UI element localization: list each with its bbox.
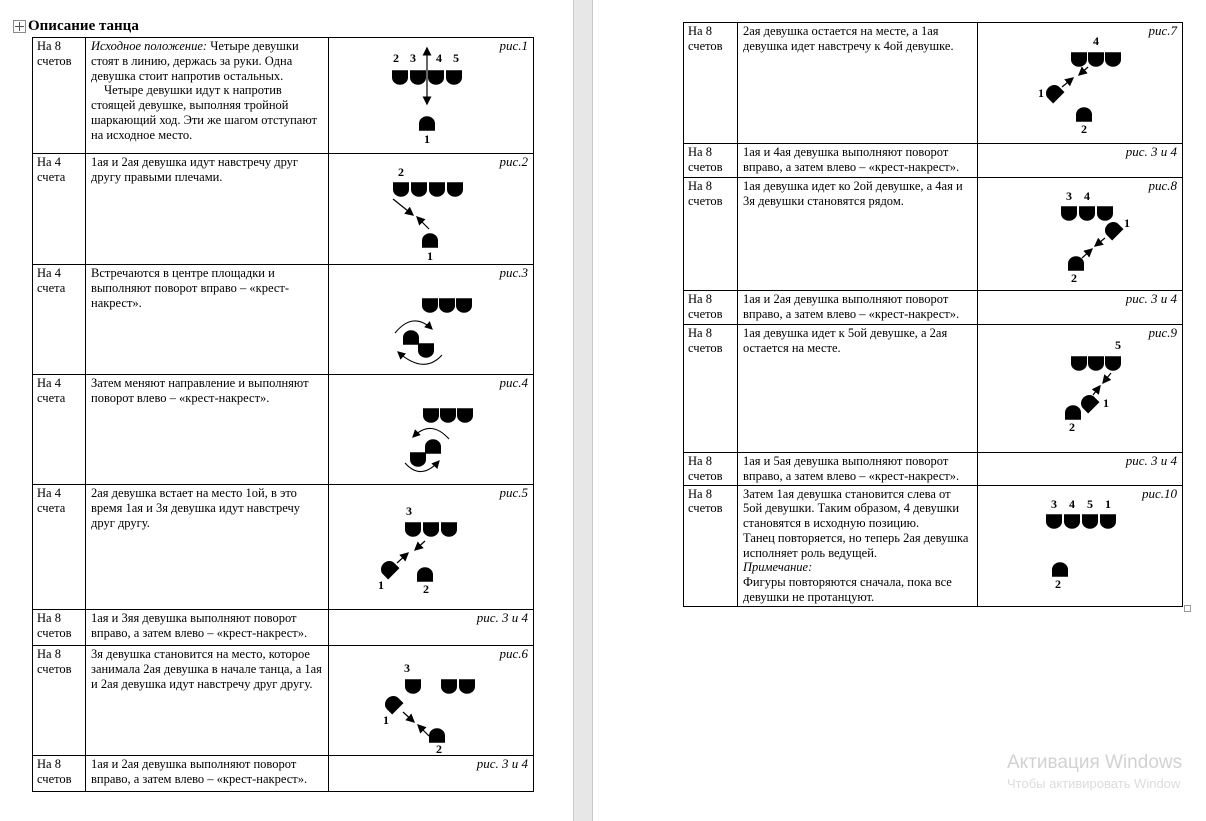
- figure-reference-label: рис.4: [499, 375, 528, 390]
- description-paragraph: [743, 179, 971, 209]
- dancer-icon: [1102, 219, 1124, 241]
- movement-arrow: [415, 541, 425, 550]
- dancer-icon: [417, 567, 433, 582]
- description-cell[interactable]: [738, 291, 978, 325]
- body-text: Четыре девушки стоят в линию, держась за руки. Одна девушка стоит напротив остальных.: [91, 39, 299, 83]
- movement-arrow: [1079, 67, 1088, 75]
- watermark-line1: Активация Windows: [1007, 752, 1183, 773]
- dancer-number-label: 3: [1066, 189, 1072, 203]
- dancer-icon: [1071, 52, 1087, 67]
- dancer-icon: [422, 233, 438, 248]
- description-cell[interactable]: [86, 375, 329, 485]
- description-paragraph: [91, 83, 322, 142]
- count-cell[interactable]: На 8 счетов: [684, 178, 738, 291]
- movement-arrow: [417, 217, 429, 229]
- dancer-number-label: 3: [1051, 496, 1057, 511]
- dancer-number-label: 5: [453, 51, 459, 65]
- dancer-number-label: 1: [383, 713, 389, 727]
- dancer-icon: [439, 298, 455, 313]
- description-paragraph: [743, 24, 971, 54]
- body-text: 1ая девушка идет к 5ой девушке, а 2ая остается на месте.: [743, 326, 948, 355]
- dancer-number-label: 3: [410, 51, 416, 65]
- description-paragraph: [91, 486, 322, 530]
- dancer-icon: [405, 679, 421, 694]
- figure-cell[interactable]: [978, 325, 1183, 453]
- count-cell[interactable]: На 8 счетов: [684, 325, 738, 453]
- description-paragraph: [91, 376, 322, 406]
- dancer-icon: [423, 408, 439, 423]
- description-paragraph: [91, 757, 322, 787]
- dance-figure: [978, 23, 1183, 144]
- dancer-icon: [1068, 256, 1084, 271]
- dancer-icon: [441, 522, 457, 537]
- page-gap: [573, 0, 593, 821]
- body-text: Танец повторяется, но теперь 2ая девушка исполняет роль ведущей.: [743, 530, 969, 560]
- description-paragraph: [91, 266, 322, 310]
- dancer-number-label: 2: [398, 165, 404, 179]
- table-row: [684, 485, 1183, 606]
- movement-arrow: [1095, 238, 1105, 246]
- description-paragraph: [91, 611, 322, 641]
- figure-reference-label: рис.7: [1148, 23, 1177, 38]
- dancer-number-label: 2: [393, 51, 399, 65]
- dancer-icon: [422, 298, 438, 313]
- body-text: Затем 1ая девушка становится слева от 5ой девушки. Таким образом, 4 девушки становятся в исходную позицию.: [743, 486, 960, 530]
- dancer-number-label: 4: [1069, 496, 1075, 511]
- table-row: [684, 291, 1183, 325]
- table-resize-handle[interactable]: [1184, 605, 1191, 612]
- figure-cell[interactable]: [978, 144, 1183, 178]
- figure-reference-label: рис.9: [1148, 325, 1177, 340]
- dancer-icon: [1043, 82, 1065, 104]
- dancer-icon: [446, 70, 462, 85]
- dancer-icon: [410, 452, 426, 467]
- figure-cell[interactable]: [329, 610, 534, 646]
- description-cell[interactable]: [86, 154, 329, 265]
- dancer-icon: [457, 408, 473, 423]
- dancer-icon: [1071, 356, 1087, 371]
- dancer-icon: [1100, 514, 1116, 529]
- description-cell[interactable]: [86, 485, 329, 610]
- figure-cell[interactable]: [329, 646, 534, 756]
- dancer-number-label: 2: [1069, 420, 1075, 434]
- dancer-icon: [1078, 392, 1100, 414]
- table-row: [33, 375, 534, 485]
- dancer-icon: [440, 408, 456, 423]
- dancer-icon: [1065, 405, 1081, 420]
- description-cell[interactable]: [86, 265, 329, 375]
- figure-reference-label: рис.3: [499, 265, 528, 280]
- dancer-number-label: 2: [1055, 576, 1061, 591]
- dancer-icon: [1064, 514, 1080, 529]
- dancer-icon: [1052, 562, 1068, 577]
- description-paragraph: [743, 292, 971, 322]
- dancer-icon: [428, 70, 444, 85]
- count-cell[interactable]: На 8 счетов: [33, 646, 86, 756]
- dancer-icon: [441, 679, 457, 694]
- count-cell[interactable]: На 4 счета: [33, 154, 86, 265]
- dance-figure: [978, 325, 1183, 453]
- count-cell[interactable]: На 8 счетов: [33, 756, 86, 792]
- table-row: [33, 265, 534, 375]
- description-paragraph: [91, 155, 322, 185]
- figure-reference-label: рис.2: [499, 154, 528, 169]
- figure-cell[interactable]: [978, 178, 1183, 291]
- body-text: Встречаются в центре площадки и выполняют поворот вправо – «крест-накрест».: [91, 266, 290, 310]
- figure-cell[interactable]: [978, 453, 1183, 486]
- dancer-icon: [429, 182, 445, 197]
- body-text: 3я девушка становится на место, которое занимала 2ая девушка в начале танца, а 1ая и 2ая девушка идут навстречу друг другу.: [91, 647, 322, 691]
- dance-figure: [978, 178, 1183, 291]
- body-text: 2ая девушка встает на место 1ой, в это время 1ая и 3я девушка идут навстречу друг другу.: [91, 486, 301, 530]
- dancer-number-label: 1: [1105, 496, 1111, 511]
- dancer-icon: [1105, 356, 1121, 371]
- figure-cell[interactable]: [329, 154, 534, 265]
- table-row: [33, 756, 534, 792]
- description-cell[interactable]: [86, 646, 329, 756]
- dancer-number-label: 4: [1093, 34, 1099, 48]
- dance-table-left: [32, 37, 534, 792]
- movement-arrow: [1082, 249, 1092, 258]
- italic-text: Исходное положение:: [91, 39, 208, 53]
- dancer-icon: [378, 558, 400, 580]
- dancer-icon: [425, 439, 441, 454]
- figure-cell[interactable]: [329, 756, 534, 792]
- activation-watermark: [1007, 752, 1182, 791]
- body-text: 1ая и 2ая девушка идут навстречу друг другу правыми плечами.: [91, 155, 299, 184]
- figure-cell[interactable]: [978, 485, 1183, 606]
- count-cell[interactable]: На 8 счетов: [684, 291, 738, 325]
- figure-cell[interactable]: [329, 485, 534, 610]
- dancer-number-label: 3: [404, 661, 410, 675]
- table-row: [684, 325, 1183, 453]
- movement-arrow: [403, 712, 414, 722]
- table-row: [684, 144, 1183, 178]
- count-cell[interactable]: На 4 счета: [33, 265, 86, 375]
- table-row: [33, 154, 534, 265]
- count-cell[interactable]: На 8 счетов: [684, 23, 738, 144]
- dancer-icon: [1079, 206, 1095, 221]
- body-text: 1ая девушка идет ко 2ой девушке, а 4ая и 3я девушки становятся рядом.: [743, 179, 963, 208]
- italic-text: Примечание:: [743, 560, 813, 575]
- description-paragraph: [743, 560, 971, 575]
- table-row: [33, 646, 534, 756]
- figure-reference-label: рис. 3 и 4: [1125, 291, 1177, 306]
- dancer-icon: [1046, 514, 1062, 529]
- figure-reference-label: рис. 3 и 4: [1125, 144, 1177, 159]
- figure-cell[interactable]: [978, 291, 1183, 325]
- movement-arrow: [1062, 78, 1073, 87]
- dance-table-right-body: [684, 23, 1183, 607]
- count-cell[interactable]: На 8 счетов: [33, 38, 86, 154]
- dancer-number-label: 4: [436, 51, 442, 65]
- description-paragraph: [743, 326, 971, 356]
- dancer-icon: [411, 182, 427, 197]
- movement-arrow: [397, 553, 408, 563]
- description-cell[interactable]: [86, 610, 329, 646]
- dancer-icon: [392, 70, 408, 85]
- description-paragraph: [91, 39, 322, 83]
- dancer-number-label: 2: [1071, 271, 1077, 285]
- movement-arrow: [418, 725, 429, 736]
- watermark-line2: Чтобы активировать Window: [1007, 776, 1181, 791]
- count-cell[interactable]: На 8 счетов: [684, 144, 738, 178]
- body-text: Фигуры повторяются сначала, пока все девушки не протанцуют.: [743, 575, 952, 604]
- description-paragraph: [743, 454, 971, 484]
- count-cell[interactable]: На 8 счетов: [33, 610, 86, 646]
- description-cell[interactable]: [738, 23, 978, 144]
- dancer-icon: [405, 522, 421, 537]
- page-title[interactable]: Описание танца: [28, 18, 139, 34]
- body-text: Четыре девушки идут к напротив стоящей девушке, выполняя тройной шаркающий ход. Эти же шагом отступают на исходное место.: [91, 83, 317, 142]
- dance-figure: [978, 486, 1183, 602]
- description-paragraph: [743, 575, 971, 605]
- dancer-icon: [418, 343, 434, 358]
- dancer-icon: [403, 330, 419, 345]
- description-paragraph: [743, 487, 971, 531]
- dancer-number-label: 1: [424, 132, 430, 146]
- figure-cell[interactable]: [329, 265, 534, 375]
- count-cell[interactable]: На 4 счета: [33, 375, 86, 485]
- dance-figure: [329, 375, 534, 485]
- figure-reference-label: рис.10: [1141, 485, 1177, 501]
- table-row: [33, 38, 534, 154]
- dancer-number-label: 1: [427, 249, 433, 263]
- dancer-icon: [382, 693, 404, 715]
- body-text: 1ая и 2ая девушка выполняют поворот вправо, а затем влево – «крест-накрест».: [743, 292, 960, 321]
- dancer-number-label: 5: [1115, 338, 1121, 352]
- table-move-handle-icon[interactable]: [13, 20, 26, 33]
- dancer-number-label: 2: [436, 742, 442, 756]
- body-text: 2ая девушка остается на месте, а 1ая девушка идет навстречу к 4ой девушке.: [743, 24, 954, 53]
- dance-figure: [329, 265, 534, 375]
- figure-reference-label: рис.1: [499, 38, 528, 53]
- figure-reference-label: рис.8: [1148, 178, 1177, 193]
- figure-cell[interactable]: [329, 375, 534, 485]
- dancer-number-label: 1: [1124, 216, 1130, 230]
- dancer-icon: [1061, 206, 1077, 221]
- description-cell[interactable]: [86, 38, 329, 154]
- dancer-icon: [410, 70, 426, 85]
- table-row: [684, 453, 1183, 486]
- dancer-number-label: 4: [1084, 189, 1090, 203]
- figure-reference-label: рис.5: [499, 485, 528, 500]
- description-cell[interactable]: [738, 144, 978, 178]
- dancer-icon: [456, 298, 472, 313]
- dancer-number-label: 1: [1038, 86, 1044, 100]
- body-text: 1ая и 4ая девушка выполняют поворот вправо, а затем влево – «крест-накрест».: [743, 145, 960, 174]
- dancer-icon: [1076, 107, 1092, 122]
- dancer-icon: [459, 679, 475, 694]
- dance-table-right: [683, 22, 1183, 607]
- figure-reference-label: рис.6: [499, 646, 528, 661]
- dancer-number-label: 2: [1081, 122, 1087, 136]
- description-cell[interactable]: [738, 178, 978, 291]
- count-cell[interactable]: На 8 счетов: [684, 485, 738, 606]
- count-cell[interactable]: На 4 счета: [33, 485, 86, 610]
- figure-reference-label: рис. 3 и 4: [476, 756, 528, 771]
- dancer-number-label: 2: [423, 582, 429, 596]
- table-row: [684, 178, 1183, 291]
- figure-cell[interactable]: [329, 38, 534, 154]
- dancer-icon: [1088, 356, 1104, 371]
- dancer-number-label: 1: [1103, 396, 1109, 410]
- dancer-icon: [447, 182, 463, 197]
- dance-figure: [329, 38, 534, 154]
- figure-cell[interactable]: [978, 23, 1183, 144]
- dancer-icon: [419, 116, 435, 131]
- body-text: 1ая и 5ая девушка выполняют поворот вправо, а затем влево – «крест-накрест».: [743, 454, 960, 483]
- description-paragraph: [91, 647, 322, 691]
- title-block: [13, 18, 139, 35]
- dancer-icon: [393, 182, 409, 197]
- movement-arrow: [1103, 373, 1111, 383]
- figure-reference-label: рис. 3 и 4: [476, 610, 528, 625]
- table-row: [33, 610, 534, 646]
- dance-figure: [329, 485, 534, 610]
- dancer-icon: [429, 728, 445, 743]
- description-cell[interactable]: [86, 756, 329, 792]
- count-cell[interactable]: На 8 счетов: [684, 453, 738, 486]
- rotation-arrow: [413, 428, 449, 439]
- dancer-number-label: 1: [378, 578, 384, 592]
- dance-figure: [329, 154, 534, 265]
- dancer-icon: [1097, 206, 1113, 221]
- dancer-icon: [1088, 52, 1104, 67]
- dancer-icon: [1105, 52, 1121, 67]
- dancer-icon: [1082, 514, 1098, 529]
- dance-table-left-body: [33, 38, 534, 792]
- movement-arrow: [393, 199, 413, 215]
- description-paragraph: [743, 145, 971, 175]
- description-paragraph: [743, 531, 971, 561]
- dancer-icon: [423, 522, 439, 537]
- movement-arrow: [1093, 386, 1100, 395]
- description-cell[interactable]: [738, 485, 978, 606]
- table-row: [33, 485, 534, 610]
- description-cell[interactable]: [738, 453, 978, 486]
- description-cell[interactable]: [738, 325, 978, 453]
- body-text: Затем меняют направление и выполняют поворот влево – «крест-накрест».: [91, 376, 309, 405]
- table-row: [684, 23, 1183, 144]
- body-text: 1ая и 3яя девушка выполняют поворот вправо, а затем влево – «крест-накрест».: [91, 611, 308, 640]
- dancer-number-label: 3: [406, 504, 412, 518]
- dance-figure: [329, 646, 534, 756]
- body-text: 1ая и 2ая девушка выполняют поворот вправо, а затем влево – «крест-накрест».: [91, 757, 308, 786]
- figure-reference-label: рис. 3 и 4: [1125, 453, 1177, 468]
- dancer-number-label: 5: [1087, 496, 1093, 511]
